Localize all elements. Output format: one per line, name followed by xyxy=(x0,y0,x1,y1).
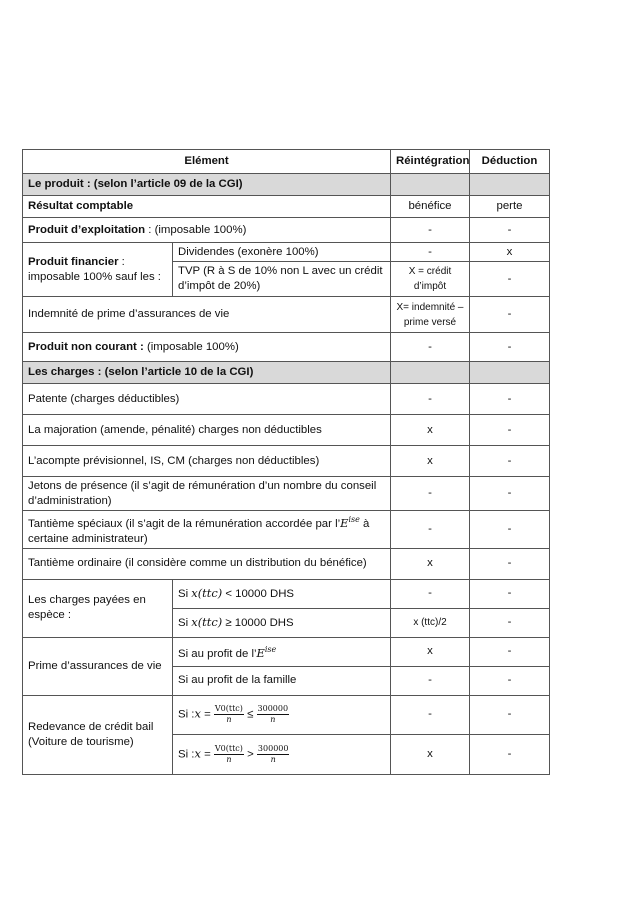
ded-cell: perte xyxy=(470,196,550,218)
table-row xyxy=(23,579,550,608)
redevance-label: Redevance de crédit bail (Voiture de tourisme) xyxy=(23,695,173,774)
reint-cell: - xyxy=(391,511,470,549)
header-deduction: Déduction xyxy=(470,150,550,174)
reint-cell: X= indemnité – prime versé xyxy=(391,297,470,333)
ded-cell: - xyxy=(470,297,550,333)
tantieme-speciaux-label: Tantième spéciaux (il s’agit de la rémunération accordée par $l’E^{ise}$ à certaine administrateur) xyxy=(23,511,391,549)
ded-cell: - xyxy=(470,446,550,477)
ded-cell: - xyxy=(470,262,550,297)
patente-label: Patente (charges déductibles) xyxy=(23,384,391,415)
reint-cell: bénéfice xyxy=(391,196,470,218)
reint-cell: - xyxy=(391,243,470,262)
indemnite-label: Indemnité de prime d’assurances de vie xyxy=(23,297,391,333)
header-reintegration: Réintégration xyxy=(391,150,470,174)
reint-cell: - xyxy=(391,218,470,243)
ded-cell: - xyxy=(470,579,550,608)
reint-cell: x (ttc)/2 xyxy=(391,608,470,637)
especes-cond-1: Si x(ttc) < 10000 DHS xyxy=(173,579,391,608)
header-row xyxy=(23,150,550,174)
exploitation-label: Produit d’exploitation : (imposable 100%) xyxy=(23,218,391,243)
section-charges: Les charges : (selon l’article 10 de la CGI) xyxy=(23,362,391,384)
redevance-cond-1: Si :x = $\frac{\text{V0(ttc)}}{n}$ ≤ $\frac{300000}{n}$ xyxy=(173,695,391,734)
fraction: $\frac{300000}{n}$ xyxy=(257,743,289,764)
tantieme-ordinaire-label: Tantième ordinaire (il considère comme un distribution du bénéfice) xyxy=(23,548,391,579)
table-row xyxy=(23,384,550,415)
fraction: $\frac{\text{V0(ttc)}}{n}$ xyxy=(214,704,243,725)
especes-cond-2: Si x(ttc) ≥ 10000 DHS xyxy=(173,608,391,637)
redevance-cond-2: Si :x = $\frac{\text{V0(ttc)}}{n}$ > $\frac{300000}{n}$ xyxy=(173,734,391,774)
resultat-label: Résultat comptable xyxy=(23,196,391,218)
reint-cell: - xyxy=(391,477,470,511)
tvp-label: TVP (R à S de 10% non L avec un crédit d’impôt de 20%) xyxy=(173,262,391,297)
reint-cell: x xyxy=(391,548,470,579)
table-row xyxy=(23,243,550,262)
table-row xyxy=(23,548,550,579)
table-row xyxy=(23,446,550,477)
ded-cell: - xyxy=(470,695,550,734)
section-charges-row xyxy=(23,362,550,384)
jetons-label: Jetons de présence (il s’agit de rémunération d’un nombre du conseil d’administration) xyxy=(23,477,391,511)
table-row xyxy=(23,297,550,333)
prime-vie-cond-1: Si au profit de $l’E^{ise}$ xyxy=(173,637,391,666)
ded-cell: - xyxy=(470,734,550,774)
reint-cell: x xyxy=(391,734,470,774)
section-produit-row xyxy=(23,174,550,196)
fraction: $\frac{300000}{n}$ xyxy=(257,704,289,725)
table-row xyxy=(23,477,550,511)
reint-cell: - xyxy=(391,384,470,415)
table-row xyxy=(23,511,550,549)
reint-cell: x xyxy=(391,446,470,477)
ded-cell: - xyxy=(470,333,550,362)
reint-cell: X = crédit d’impôt xyxy=(391,262,470,297)
reint-cell: x xyxy=(391,415,470,446)
ded-cell: - xyxy=(470,511,550,549)
ded-cell: - xyxy=(470,415,550,446)
ded-cell: - xyxy=(470,608,550,637)
ded-cell: - xyxy=(470,637,550,666)
acompte-label: L’acompte prévisionnel, IS, CM (charges non déductibles) xyxy=(23,446,391,477)
reint-cell: - xyxy=(391,579,470,608)
ded-cell: - xyxy=(470,218,550,243)
reint-cell: - xyxy=(391,666,470,695)
financier-label: Produit financier : imposable 100% sauf les : xyxy=(23,243,173,297)
dividendes-label: Dividendes (exonère 100%) xyxy=(173,243,391,262)
prime-vie-cond-2: Si au profit de la famille xyxy=(173,666,391,695)
ded-cell: - xyxy=(470,477,550,511)
section-produit: Le produit : (selon l’article 09 de la CGI) xyxy=(23,174,391,196)
table-row xyxy=(23,695,550,734)
tax-table xyxy=(22,149,550,775)
especes-label: Les charges payées en espèce : xyxy=(23,579,173,637)
reint-cell: - xyxy=(391,695,470,734)
ded-cell: - xyxy=(470,384,550,415)
table-row xyxy=(23,218,550,243)
ded-cell: - xyxy=(470,548,550,579)
header-element: Elément xyxy=(23,150,391,174)
fraction: $\frac{\text{V0(ttc)}}{n}$ xyxy=(214,743,243,764)
table-row xyxy=(23,196,550,218)
reint-cell: x xyxy=(391,637,470,666)
ded-cell: x xyxy=(470,243,550,262)
table-row xyxy=(23,333,550,362)
table-row xyxy=(23,415,550,446)
reint-cell: - xyxy=(391,333,470,362)
majoration-label: La majoration (amende, pénalité) charges non déductibles xyxy=(23,415,391,446)
prime-vie-label: Prime d’assurances de vie xyxy=(23,637,173,695)
table-row xyxy=(23,637,550,666)
non-courant-label: Produit non courant : (imposable 100%) xyxy=(23,333,391,362)
ded-cell: - xyxy=(470,666,550,695)
